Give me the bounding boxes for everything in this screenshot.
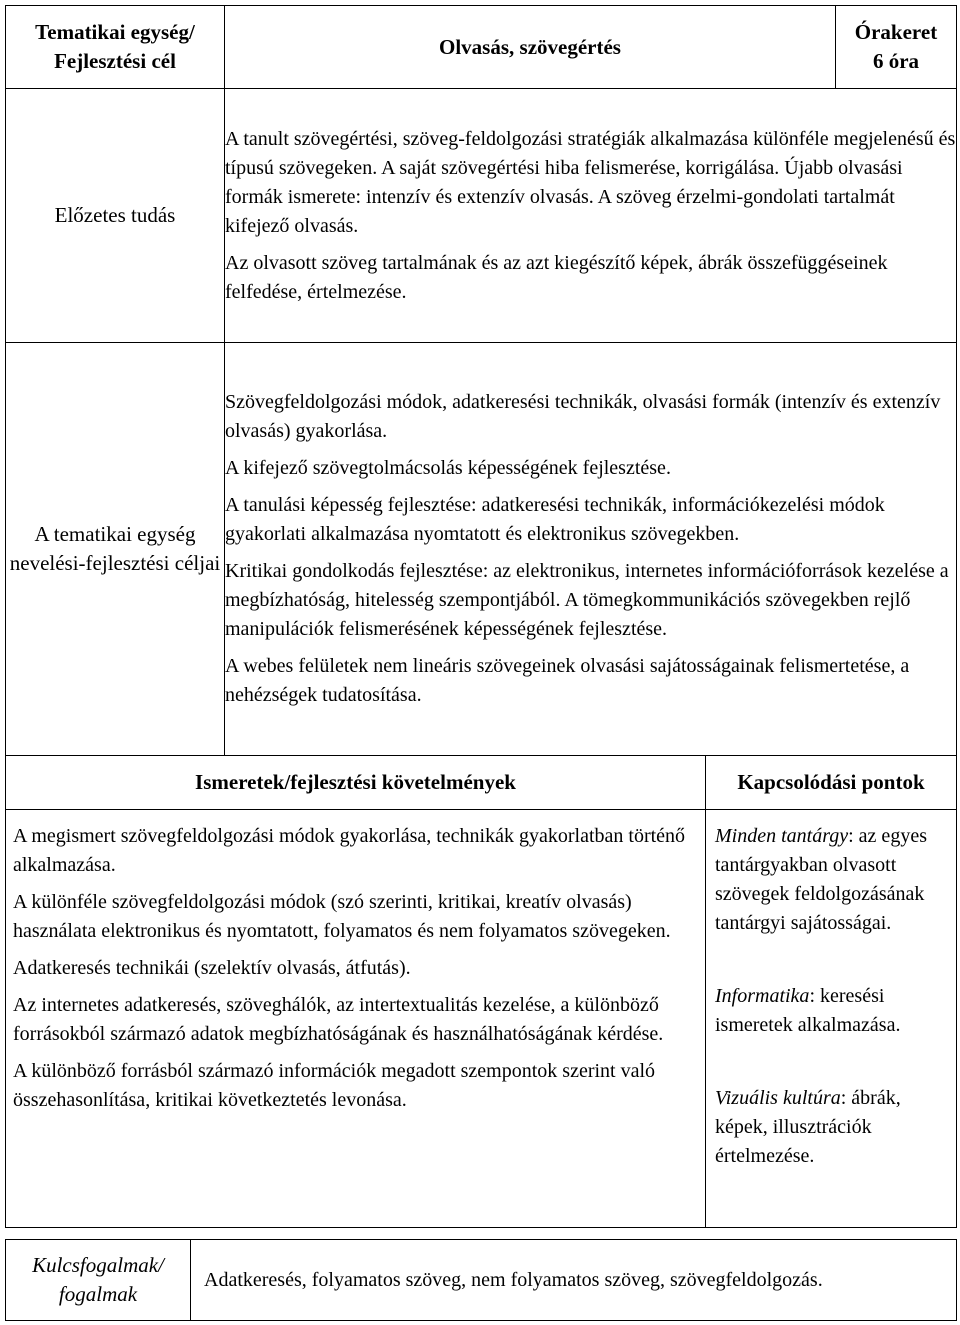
goals-row bbox=[6, 343, 957, 756]
keywords-row bbox=[6, 1240, 957, 1321]
connection-description: : keresési ismeretek alkalmazása. bbox=[715, 985, 901, 1036]
connections-header: Kapcsolódási pontok bbox=[706, 756, 957, 810]
requirements-header-row-2 bbox=[6, 756, 957, 810]
keywords-label-line1: Kulcsfogalmak/ bbox=[32, 1253, 164, 1277]
connection-subject: Informatika bbox=[715, 985, 810, 1007]
keywords-label bbox=[6, 1240, 191, 1321]
prior-knowledge-paragraph: Az olvasott szöveg tartalmának és az azt kiegészítő képek, ábrák összefüggéseinek felfedése, értelmezése. bbox=[225, 251, 888, 303]
requirements-table bbox=[5, 755, 957, 1228]
requirement-paragraph: Adatkeresés technikái (szelektív olvasás, átfutás). bbox=[13, 957, 411, 979]
header-row bbox=[6, 6, 957, 89]
unit-header-cell bbox=[6, 6, 225, 89]
connection-item bbox=[715, 1084, 948, 1171]
hours-cell bbox=[836, 6, 957, 89]
connection-description: : ábrák, képek, illusztrációk értelmezése. bbox=[715, 1087, 901, 1167]
requirements-header-2: Ismeretek/fejlesztési követelmények bbox=[6, 756, 706, 810]
prior-knowledge-label: Előzetes tudás bbox=[6, 89, 225, 343]
hours-label: Órakeret bbox=[854, 20, 938, 44]
connection-subject: Minden tantárgy bbox=[715, 825, 849, 847]
prior-knowledge-text bbox=[225, 89, 957, 343]
goals-text bbox=[225, 343, 957, 756]
connection-description: : az egyes tantárgyakban olvasott szövegek feldolgozásának tantárgyi sajátosságai. bbox=[715, 825, 927, 934]
connections-text bbox=[706, 810, 957, 1228]
requirements-text bbox=[6, 810, 706, 1228]
requirement-paragraph: A megismert szövegfeldolgozási módok gyakorlása, technikák gyakorlatban történő alkalmazása. bbox=[13, 825, 686, 876]
requirements-row bbox=[6, 810, 957, 1228]
keywords-table bbox=[5, 1239, 957, 1321]
goals-paragraph: A tanulási képesség fejlesztése: adatkeresési technikák, információkezelési módok gyakorlati alkalmazása nyomtatott és elektronikus szövegekben. bbox=[225, 494, 885, 545]
prior-knowledge-row bbox=[6, 89, 957, 343]
prior-knowledge-paragraph: A tanult szövegértési, szöveg-feldolgozási stratégiák alkalmazása különféle megjelenésű és típusú szövegeken. A saját szövegértési hiba felismerése, korrigálása. Újabb olvasási formák ismerete: intenzív és extenzív olvasás. A szöveg érzelmi-gondolati tartalmát kifejező olvasás. bbox=[225, 127, 956, 237]
connection-item bbox=[715, 822, 948, 938]
goals-paragraph: Szövegfeldolgozási módok, adatkeresési technikák, olvasási formák (intenzív és extenzív olvasás) gyakorlása. bbox=[225, 391, 941, 442]
requirement-paragraph: A különféle szövegfeldolgozási módok (szó szerinti, kritikai, kreatív olvasás) használata elektronikus és nyomtatott, folyamatos és nem folyamatos szövegeken. bbox=[13, 891, 671, 942]
requirement-paragraph: Az internetes adatkeresés, szöveghálók, az intertextualitás kezelése, a különböző forrásokból származó adatok megbízhatóságának és használhatóságának kérdése. bbox=[13, 994, 664, 1045]
goals-label: A tematikai egység nevelési-fejlesztési céljai bbox=[6, 343, 225, 756]
hours-value: 6 óra bbox=[872, 49, 920, 73]
unit-header-line2: Fejlesztési cél bbox=[54, 49, 176, 73]
connection-item bbox=[715, 982, 948, 1040]
curriculum-table bbox=[5, 5, 957, 756]
goals-paragraph: Kritikai gondolkodás fejlesztése: az elektronikus, internetes információforrások kezelése a megbízhatóság, hitelesség szempontjából. A tömegkommunikációs szövegekben rejlő manipulációk felismerésének képességének fejlesztése. bbox=[225, 560, 949, 640]
requirement-paragraph: A különböző forrásból származó információk megadott szempontok szerint való összehasonlítása, kritikai következtetés levonása. bbox=[13, 1060, 656, 1111]
unit-title: Olvasás, szövegértés bbox=[225, 6, 836, 89]
unit-header-line1: Tematikai egység/ bbox=[35, 20, 195, 44]
goals-paragraph: A kifejező szövegtolmácsolás képességének fejlesztése. bbox=[225, 457, 671, 479]
keywords-label-line2: fogalmak bbox=[58, 1282, 138, 1306]
keywords-text: Adatkeresés, folyamatos szöveg, nem folyamatos szöveg, szövegfeldolgozás. bbox=[191, 1240, 957, 1321]
connection-subject: Vizuális kultúra bbox=[715, 1087, 841, 1109]
goals-paragraph: A webes felületek nem lineáris szövegeinek olvasási sajátosságainak felismertetése, a nehézségek tudatosítása. bbox=[225, 655, 910, 706]
